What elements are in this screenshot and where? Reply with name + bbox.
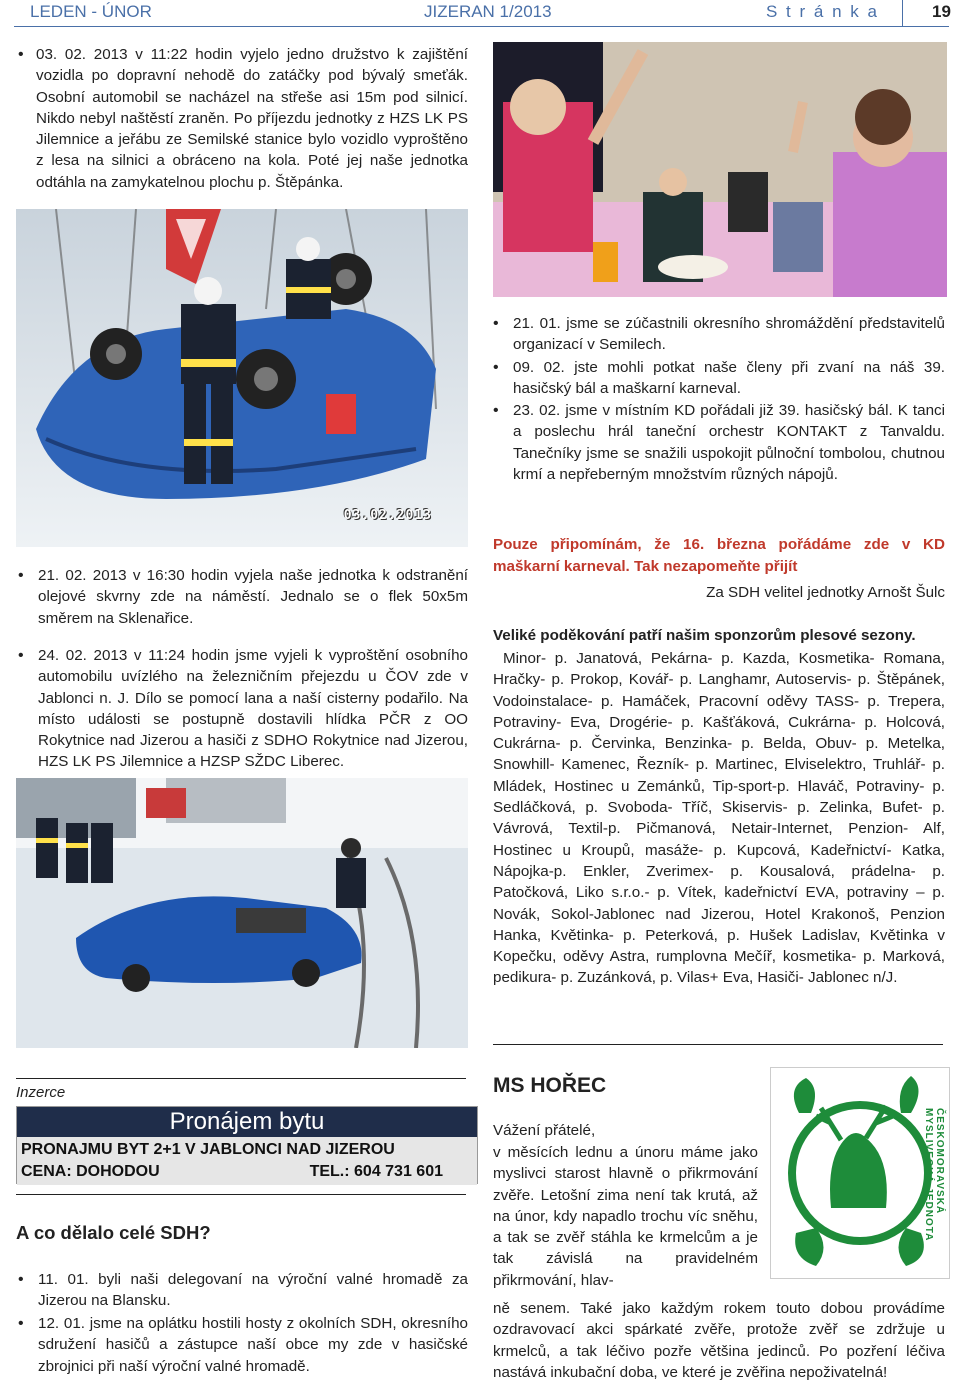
signature: Za SDH velitel jednotky Arnošt Šulc — [706, 584, 945, 601]
header-issue-title: JIZERAN 1/2013 — [424, 2, 552, 21]
activity-text: 23. 02. jsme v místním KD pořádali již 39. hasičský bál. K tanci a poslechu hrál taneční orchestr KONTAKT z Tanvaldu. Tanečníky jsme se snažili uspokojit půlnoční tombolou, chutnou krmí a nepřeberným množstvím různých nápojů. — [513, 402, 945, 483]
meeting-illustration — [493, 42, 947, 297]
ad-price: CENA: DOHODOU — [21, 1163, 160, 1180]
header-rule — [14, 26, 949, 27]
right-column-rule — [493, 1044, 943, 1045]
activity-item-2101 — [493, 313, 945, 356]
sdh-item-1201 — [18, 1313, 468, 1377]
ad-bottom-rule — [16, 1194, 466, 1195]
activity-text: 09. 02. jste mohli potkat naše členy při zvaní na náš 39. hasičský bál a maškarní karneval. — [513, 359, 945, 398]
bullet — [18, 565, 38, 629]
activity-item-0902 — [493, 357, 945, 400]
incident-item-0302 — [18, 44, 468, 193]
ms-greeting: Vážení přátelé, — [493, 1122, 596, 1139]
hunting-association-logo — [770, 1067, 950, 1279]
incident-text: 24. 02. 2013 v 11:24 hodin jsme vyjeli k vyproštění osobního automobilu uvízlého na železničním přejezdu u ČOV zde v Jablonci n. J. Dílo se pomocí lana a naší cisterny podařilo. Na místo události se postupně dostavili hlídka PČR z OO Rokytnice nad Jizerou a hasiči z SDHO Rokytnice nad Jizerou, HZS LK PS Jilemnice a HZSP SŽDC Liberec. — [38, 647, 468, 771]
overturned-car-illustration — [16, 209, 468, 547]
ms-text-part1: v měsících lednu a únoru máme jako myslivci starost hlavně o přikrmování zvěře. Letošní zima není tak krutá, až na únor, kdy napadlo trochu víc sněhu, a tak se zvěř stáhla ke krmelcům a je tak závislá na pravidelném přikrmování, hlav- — [493, 1144, 758, 1289]
carnival-notice: Pouze připomínám, že 16. března pořádáme zde v KD maškarní karneval. Tak nezapomeňte přijít — [493, 536, 945, 575]
photo-overturned-car — [16, 209, 468, 547]
railway-crossing-illustration — [16, 778, 468, 1048]
bullet — [18, 44, 38, 193]
bullet — [18, 1313, 38, 1377]
bullet — [493, 357, 513, 400]
logo-text: ČESKOMORAVSKÁ MYSLIVECKÁ JEDNOTA — [923, 1108, 945, 1242]
ad-line1: PRONAJMU BYT 2+1 V JABLONCI NAD JIZEROU — [21, 1141, 395, 1158]
ad-phone: TEL.: 604 731 601 — [309, 1163, 443, 1180]
incident-text: 03. 02. 2013 v 11:22 hodin vyjelo jedno družstvo k zajištění vozidla po dopravní nehodě do zatáčky pod bývalý smeťák. Osobní automobil se nacházel na střeše asi 15m pod silnicí. Nikdo nebyl naštěstí zraněn. Po příjezdu jednotky z HZS LK PS Jilemnice a jeřábu ze Semilské stanice bylo vozidlo vyproštěno z lesa na silnici a obráceno na kola. Poté jej naše jednotka odtáhla na zamykatelnou plochu p. Štěpánka. — [36, 46, 468, 191]
incident-text: 21. 02. 2013 v 16:30 hodin vyjela naše jednotka k odstranění olejové skvrny zde na náměstí. Jednalo se o flek 50x5m směrem na Sklenařice. — [38, 567, 468, 627]
bullet — [18, 1269, 38, 1312]
activity-text: 21. 01. jsme se zúčastnili okresního shromáždění představitelů organizací v Semilech. — [513, 315, 945, 354]
ms-text-part2: ně senem. Také jako každým rokem touto dobou provádíme ozdravovací akci spárkaté zvěře, protože zvěř se zdržuje u krmelců, a tak léčivo pozře většina jedinců. Po pozření léčiva nastává inkubační doba, ve které je zvěřina nepoživatelná! — [493, 1300, 945, 1381]
header-page-label: S t r á n k a — [766, 2, 879, 21]
ad-line2 — [21, 1161, 473, 1183]
sponsors-list: Minor- p. Janatová, Pekárna- p. Kazda, Kosmetika- Romana, Hračky- p. Prokop, Kovář- p. Langhamr, Autoservis- p. Štěpánek, Vodoinstalace- p. Hamáček, Pracovní oděvy TASS- p. Trepera, Potraviny- Eva, Drogérie- p. Kašťáková, Cukrárna- p. Holcová, Cukrárna- p. Červinka, Benzinka- p. Belda, Obuv- p. Metelka, Snowhill- Kamenec, Řezník- p. Martinec, Elviselektro, Truhlář- p. Mládek, Hostinec u Zemánků, Tip-sport-p. Hlaváč, Potraviny- p. Sedláčková, p. Svoboda- Tříč, Skiservis- p. Zelinka, Bufet- p. Vávrová, Textil-p. Pičmanová, Netair-Internet, Penzion- Alf, Hostinec u Kroupů, masáže- p. Kupcová, Kadeřnictví- Katka, Nápojka-p. Enkler, Zverimex- p. Kousalová, prádelna- p. Patočková, Liko s.r.o.- p. Vítek, kadeřnictví EVA, potraviny – p. Novák, Sokol-Jablonec nad Jizerou, Hotel Krakonoš, Penzion Hanka, Květinka- p. Peterková, p. Hušek Ladislav, Květinka v Kopečku, oděvy Astra, rumplovna Mečíř, kosmetika- p. Marková, pedikura- p. Zuzánková, p. Vilas+ Eva, Hasiči- Jablonec n/J. — [493, 650, 945, 987]
bullet — [493, 313, 513, 356]
bullet — [493, 400, 513, 485]
header-page-number: 19 — [932, 2, 951, 21]
header-divider — [902, 0, 903, 26]
ad-title: Pronájem bytu — [17, 1107, 477, 1137]
header-issue-months: LEDEN - ÚNOR — [30, 2, 152, 21]
incident-item-2102 — [18, 565, 468, 629]
sdh-item-1101 — [18, 1269, 468, 1312]
ms-heading: MS HOŘEC — [493, 1074, 607, 1097]
ad-top-rule — [16, 1078, 466, 1079]
sdh-text: 12. 01. jsme na oplátku hostili hosty z okolních SDH, okresního sdružení hasičů a zástupce naší obce my zde v hasičské zbrojnici při naší výroční valné hromadě. — [38, 1315, 468, 1375]
thanks-heading: Veliké poděkování patří našim sponzorům plesové sezony. — [493, 627, 916, 644]
page-header — [0, 0, 960, 28]
bullet — [18, 645, 38, 773]
sdh-heading: A co dělalo celé SDH? — [16, 1222, 211, 1243]
ad-box — [16, 1106, 478, 1184]
photo-assembly-meeting — [493, 42, 947, 297]
photo-date-stamp: 03.02.2013 — [343, 508, 432, 523]
ad-label: Inzerce — [16, 1084, 66, 1101]
photo-railway-crossing-car — [16, 778, 468, 1048]
activity-item-2302 — [493, 400, 945, 485]
sdh-text: 11. 01. byli naši delegovaní na výroční valné hromadě za Jizerou na Blansku. — [38, 1271, 468, 1310]
incident-item-2402 — [18, 645, 468, 773]
ad-body — [17, 1137, 477, 1185]
